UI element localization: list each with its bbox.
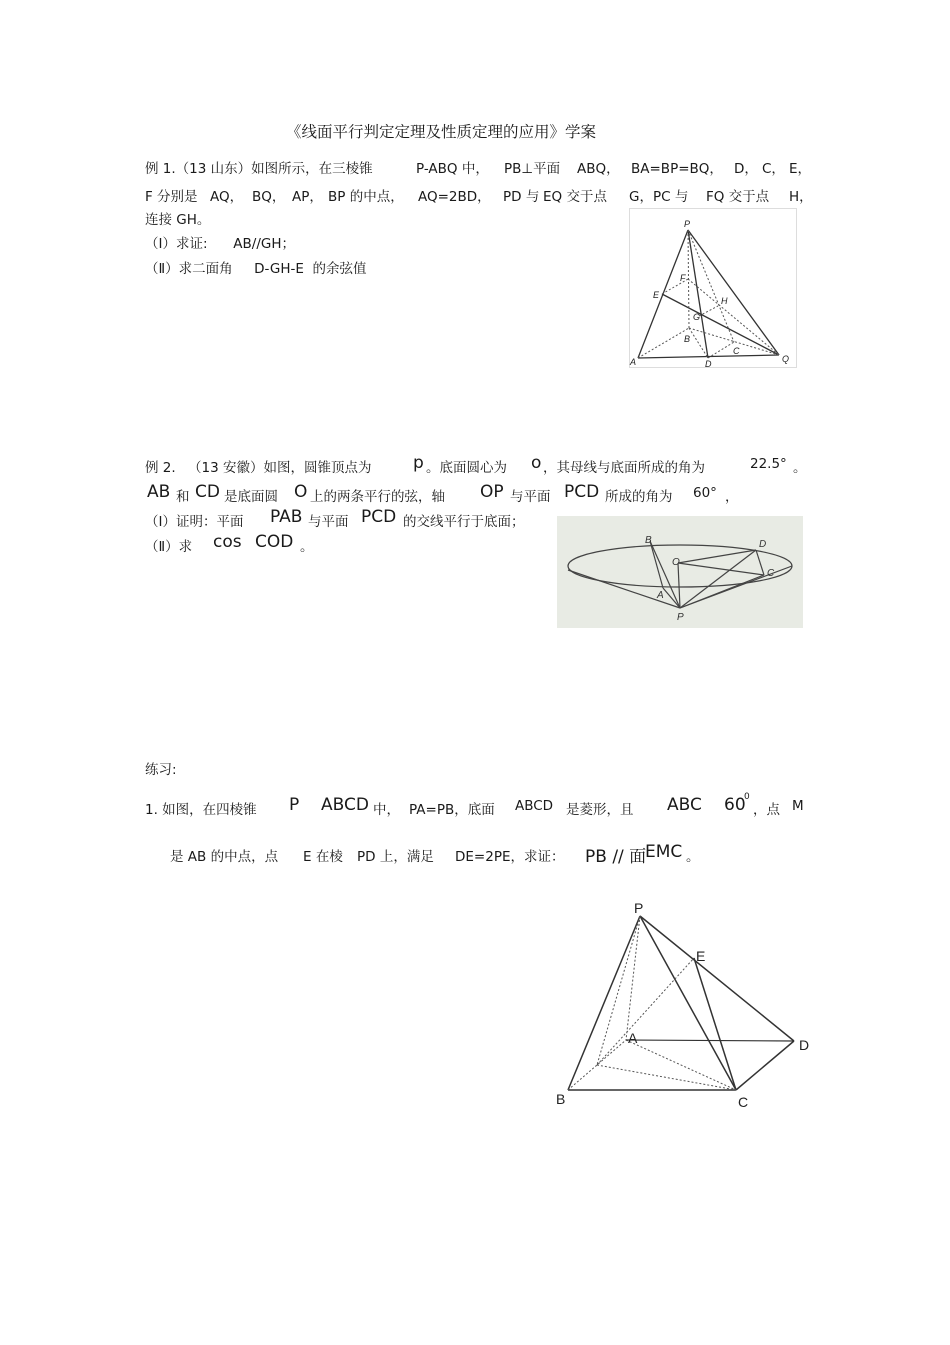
label-H: H — [721, 296, 728, 306]
question-2: （Ⅱ）求二面角 D-GH-E 的余弦值 — [145, 261, 367, 277]
text: AP， — [292, 189, 323, 205]
text: 。 — [300, 539, 314, 555]
text: EQ 交于点 — [543, 189, 607, 205]
text: 是底面圆 — [224, 489, 278, 505]
text: 60 — [724, 795, 746, 815]
ex1-line1 — [145, 157, 373, 177]
text: 与平面 — [308, 514, 349, 530]
text: ABCD — [515, 798, 554, 814]
text: （Ⅱ）求 — [145, 539, 193, 555]
text: ABCD — [321, 795, 369, 815]
text: 1. 如图，在四棱锥 — [145, 802, 257, 818]
text: FQ 交于点 — [706, 189, 770, 205]
label-G: G — [693, 312, 701, 322]
text: AB — [147, 482, 171, 502]
text: 。 — [793, 460, 807, 476]
practice-heading: 练习: — [145, 762, 177, 778]
text: 60° — [693, 485, 717, 501]
text: cos — [213, 532, 242, 552]
text: 中， — [373, 802, 400, 818]
text: 上的两条平行的弦，轴 — [310, 489, 445, 505]
text: 例 1.（13 山东）如图所示，在三棱锥 — [145, 161, 373, 177]
label-F: F — [680, 273, 686, 283]
text: OP — [480, 482, 504, 502]
label-D: D — [705, 359, 712, 368]
text: PA=PB，底面 — [409, 802, 495, 818]
text: 是菱形，且 — [566, 802, 634, 818]
text: 是 AB 的中点，点 — [170, 849, 279, 865]
text: 与平面 — [510, 489, 551, 505]
text: 22.5° — [750, 456, 787, 472]
text: E 在棱 — [303, 849, 343, 865]
text: D， — [734, 161, 758, 177]
text: ，其母线与底面所成的角为 — [543, 460, 705, 476]
label-P: P — [684, 219, 691, 229]
text: EMC — [645, 842, 683, 862]
text: （Ⅰ）证明：平面 — [145, 514, 244, 530]
text: ，点 — [753, 802, 780, 818]
text: P-ABQ 中， — [416, 161, 489, 177]
text: （13 安徽）如图，圆锥顶点为 — [188, 460, 372, 476]
text: COD — [255, 532, 294, 552]
label-E: E — [696, 948, 706, 964]
label-B: B — [645, 535, 652, 546]
text: PAB — [270, 507, 303, 527]
text: ABC — [667, 795, 702, 815]
text: 所成的角为 — [605, 489, 673, 505]
label-E: E — [653, 290, 660, 300]
page-title: 《线面平行判定定理及性质定理的应用》学案 — [286, 123, 597, 141]
text: ABQ， — [577, 161, 620, 177]
text: PCD — [564, 482, 600, 502]
text: o — [531, 453, 542, 473]
text: 和 — [176, 489, 190, 505]
label-A: A — [657, 590, 664, 601]
text: H， — [789, 189, 813, 205]
label-A: A — [628, 1030, 638, 1046]
superscript: 0 — [744, 792, 750, 802]
text: PD 上，满足 — [357, 849, 434, 865]
tetrahedron-figure — [629, 208, 797, 368]
label-B: B — [556, 1091, 566, 1107]
text: F 分别是 — [145, 189, 198, 205]
question-1: （Ⅰ）求证: AB//GH； — [145, 236, 295, 252]
label-D: D — [799, 1037, 810, 1053]
text: PCD — [361, 507, 397, 527]
text: BP 的中点， — [328, 189, 404, 205]
text: 。 — [686, 849, 700, 865]
label-B: B — [684, 334, 691, 344]
label-P: P — [634, 900, 644, 916]
text: CD — [195, 482, 220, 502]
text: PB⊥平面 — [504, 161, 561, 177]
text: AQ=2BD， — [418, 189, 491, 205]
text: G，PC 与 — [629, 189, 689, 205]
text: P — [289, 795, 300, 815]
text: 的交线平行于底面； — [403, 514, 525, 530]
cone-figure — [557, 516, 803, 628]
text: BA=BP=BQ， — [631, 161, 723, 177]
text: 连接 GH。 — [145, 212, 211, 228]
text: AQ， — [210, 189, 244, 205]
text: 例 2. — [145, 460, 176, 476]
text: M — [792, 798, 804, 814]
text: C， — [762, 161, 785, 177]
pyramid-figure — [550, 898, 820, 1116]
label-A: A — [630, 357, 637, 367]
label-C: C — [738, 1094, 749, 1110]
text: p — [413, 453, 424, 473]
text: DE=2PE，求证： — [455, 849, 565, 865]
text: E， — [789, 161, 812, 177]
label-P: P — [677, 612, 684, 623]
text: PB // 面 — [585, 847, 647, 867]
label-D: D — [759, 539, 767, 550]
label-C: C — [733, 346, 740, 356]
text: PD 与 — [503, 189, 540, 205]
label-O: O — [672, 557, 680, 568]
text: 。底面圆心为 — [426, 460, 507, 476]
text: BQ， — [252, 189, 286, 205]
label-Q: Q — [782, 354, 790, 364]
text: ， — [725, 489, 739, 505]
text: O — [294, 482, 308, 502]
label-C: C — [767, 568, 775, 579]
